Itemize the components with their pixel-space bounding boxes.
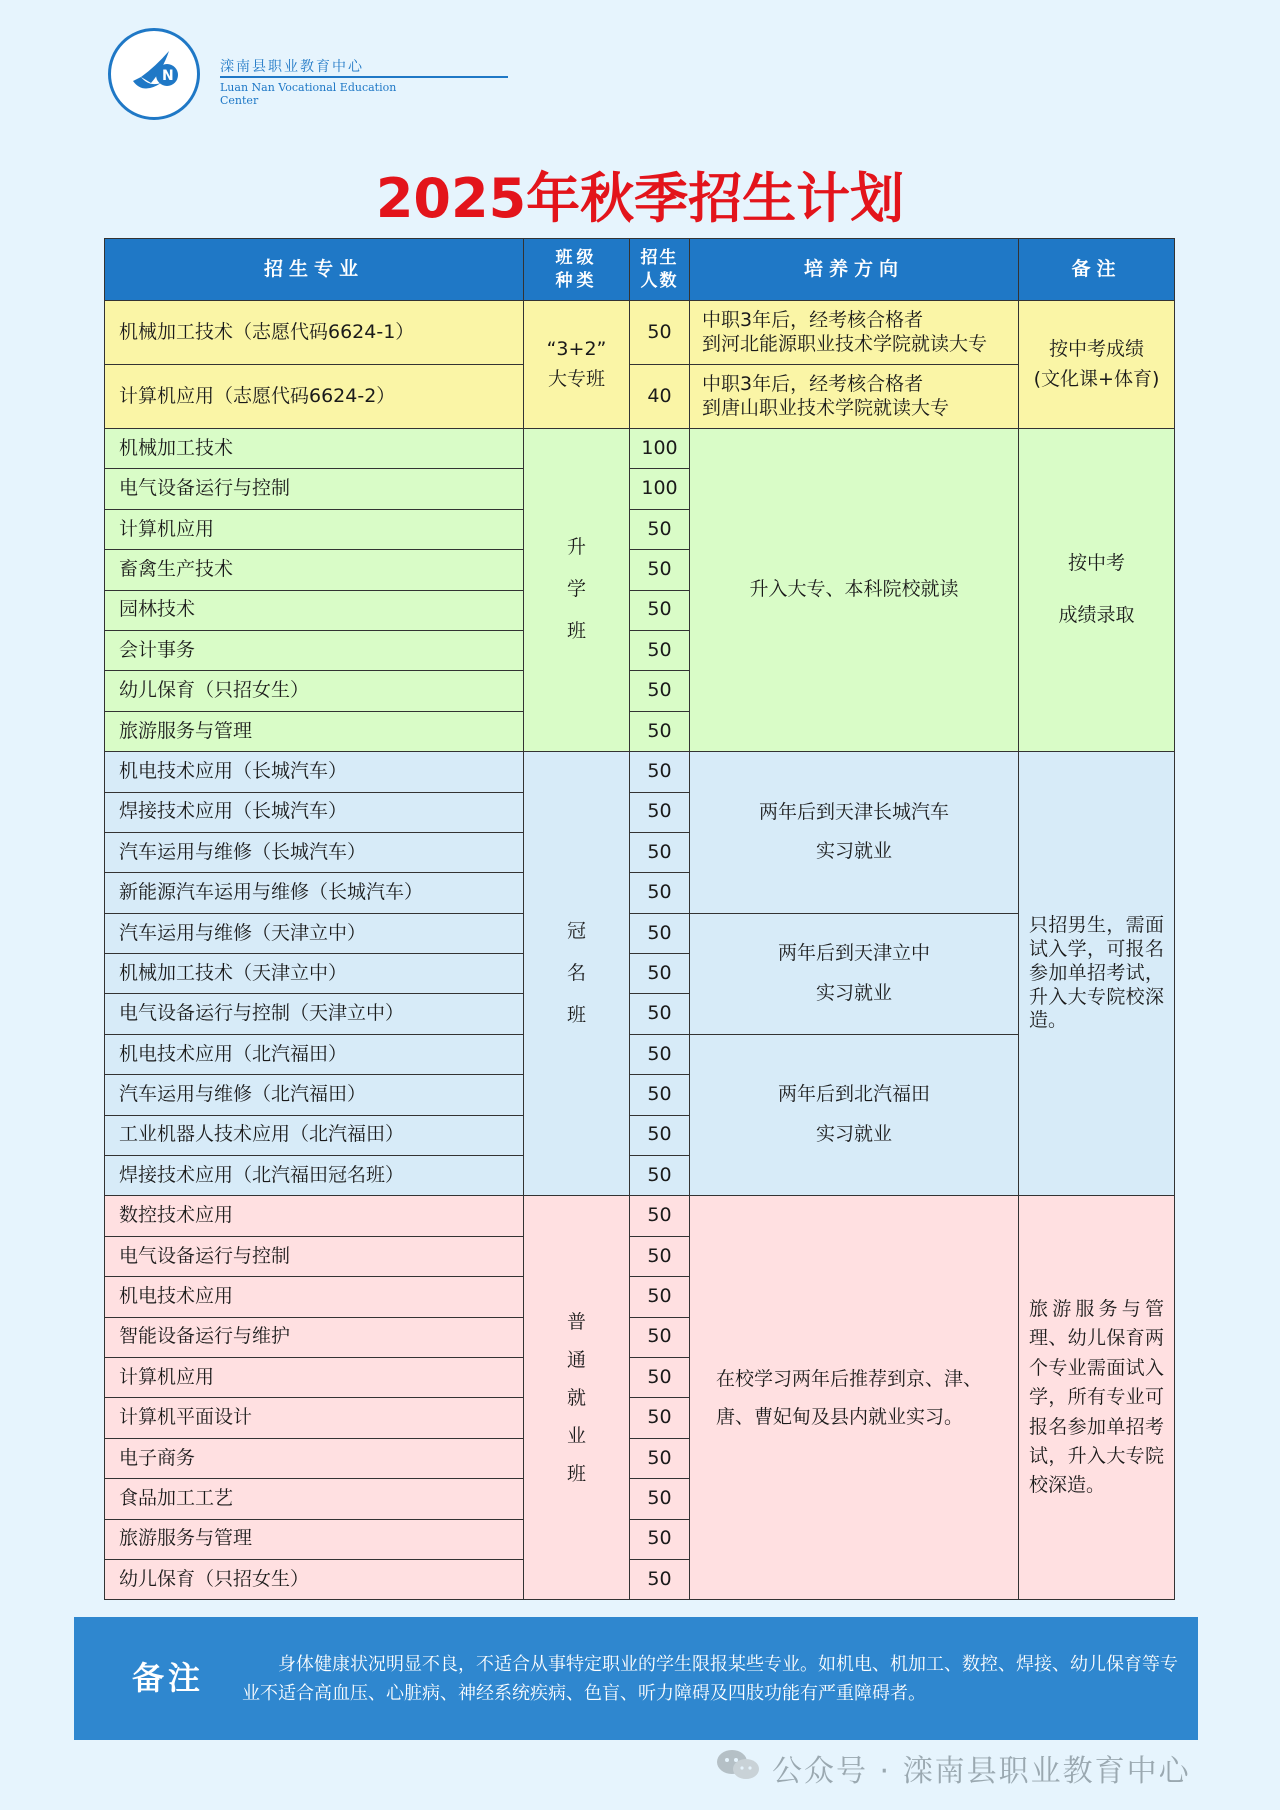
count-cell: 50 bbox=[630, 792, 690, 832]
count-cell: 50 bbox=[630, 1479, 690, 1519]
logo-name-cn: 滦南县职业教育中心 bbox=[220, 59, 364, 75]
count-cell: 50 bbox=[630, 711, 690, 751]
count-cell: 50 bbox=[630, 509, 690, 549]
count-cell: 40 bbox=[630, 365, 690, 429]
count-cell: 100 bbox=[630, 429, 690, 469]
major-cell: 汽车运用与维修（长城汽车） bbox=[105, 832, 524, 872]
count-cell: 50 bbox=[630, 550, 690, 590]
major-cell: 计算机平面设计 bbox=[105, 1398, 524, 1438]
direction-line2: 到河北能源职业技术学院就读大专 bbox=[702, 332, 988, 355]
table-row bbox=[105, 913, 1175, 953]
school-logo bbox=[108, 28, 408, 124]
class-type-cell bbox=[524, 1196, 630, 1600]
direction-line2: 到唐山职业技术学院就读大专 bbox=[702, 396, 950, 419]
direction-cell: 升入大专、本科院校就读 bbox=[690, 429, 1019, 752]
major-cell: 会计事务 bbox=[105, 630, 524, 670]
header-count-line2: 人数 bbox=[640, 270, 679, 291]
major-cell: 数控技术应用 bbox=[105, 1196, 524, 1236]
svg-text:N: N bbox=[162, 68, 174, 84]
direction-cell bbox=[690, 752, 1019, 914]
class-type-label: 冠名班 bbox=[566, 920, 586, 1026]
header-major: 招生专业 bbox=[105, 239, 524, 301]
count-cell: 50 bbox=[630, 1317, 690, 1357]
major-cell: 新能源汽车运用与维修（长城汽车） bbox=[105, 873, 524, 913]
major-cell: 计算机应用 bbox=[105, 509, 524, 549]
table-row bbox=[105, 1196, 1175, 1236]
major-cell: 机电技术应用（北汽福田） bbox=[105, 1034, 524, 1074]
header-count-line1: 招生 bbox=[640, 247, 679, 268]
count-cell: 50 bbox=[630, 301, 690, 365]
class-type-line1: “3+2” bbox=[546, 337, 607, 360]
count-cell: 50 bbox=[630, 954, 690, 994]
table-row bbox=[105, 365, 1175, 429]
major-cell: 计算机应用 bbox=[105, 1357, 524, 1397]
major-cell: 幼儿保育（只招女生） bbox=[105, 1559, 524, 1599]
remark-cell bbox=[1019, 429, 1175, 752]
table-row bbox=[105, 1034, 1175, 1074]
count-cell: 50 bbox=[630, 1277, 690, 1317]
major-cell: 旅游服务与管理 bbox=[105, 1519, 524, 1559]
direction-line1: 两年后到天津立中 bbox=[777, 942, 930, 965]
count-cell: 50 bbox=[630, 630, 690, 670]
remark-cell bbox=[1019, 301, 1175, 429]
enrollment-plan-table bbox=[104, 238, 1175, 1600]
major-cell: 旅游服务与管理 bbox=[105, 711, 524, 751]
note-label: 备注 bbox=[132, 1659, 205, 1697]
page-title: 2025年秋季招生计划 bbox=[375, 167, 905, 230]
count-cell: 50 bbox=[630, 1236, 690, 1276]
logo-emblem-icon bbox=[108, 28, 200, 120]
class-type-label: 升学班 bbox=[566, 536, 586, 642]
count-cell: 50 bbox=[630, 1196, 690, 1236]
major-cell: 智能设备运行与维护 bbox=[105, 1317, 524, 1357]
header-count bbox=[630, 239, 690, 301]
count-cell: 50 bbox=[630, 1156, 690, 1196]
direction-cell bbox=[690, 913, 1019, 1034]
major-cell: 电气设备运行与控制 bbox=[105, 1236, 524, 1276]
major-cell: 焊接技术应用（长城汽车） bbox=[105, 792, 524, 832]
direction-cell bbox=[690, 1034, 1019, 1196]
header-class-type bbox=[524, 239, 630, 301]
count-cell: 50 bbox=[630, 1357, 690, 1397]
major-cell: 幼儿保育（只招女生） bbox=[105, 671, 524, 711]
direction-line2: 实习就业 bbox=[815, 981, 892, 1004]
remark-line2: (文化课+体育) bbox=[1033, 367, 1160, 390]
count-cell: 50 bbox=[630, 671, 690, 711]
count-cell: 50 bbox=[630, 590, 690, 630]
count-cell: 50 bbox=[630, 832, 690, 872]
count-cell: 50 bbox=[630, 1034, 690, 1074]
note-text: 身体健康状况明显不良，不适合从事特定职业的学生限报某些专业。如机电、机加工、数控、焊接、幼儿保育等专业不适合高血压、心脏病、神经系统疾病、色盲、听力障碍及四肢功能有严重障碍者。 bbox=[242, 1654, 1178, 1704]
direction-line1: 中职3年后，经考核合格者 bbox=[702, 308, 924, 331]
major-cell: 电子商务 bbox=[105, 1438, 524, 1478]
major-cell: 电气设备运行与控制 bbox=[105, 469, 524, 509]
header-class-type-line1: 班级 bbox=[555, 247, 598, 268]
logo-divider bbox=[220, 76, 508, 78]
watermark-text: 公众号 · 滦南县职业教育中心 bbox=[772, 1754, 1191, 1789]
wechat-icon bbox=[716, 1748, 760, 1782]
direction-line1: 两年后到北汽福田 bbox=[777, 1083, 930, 1106]
major-cell: 计算机应用（志愿代码6624-2） bbox=[105, 365, 524, 429]
count-cell: 50 bbox=[630, 913, 690, 953]
major-cell: 机械加工技术（天津立中） bbox=[105, 954, 524, 994]
header-class-type-line2: 种类 bbox=[555, 270, 598, 291]
header-direction: 培养方向 bbox=[690, 239, 1019, 301]
count-cell: 50 bbox=[630, 752, 690, 792]
major-cell: 机械加工技术 bbox=[105, 429, 524, 469]
count-cell: 50 bbox=[630, 1519, 690, 1559]
remark-cell: 旅游服务与管理、幼儿保育两个专业需面试入学，所有专业可报名参加单招考试，升入大专院校深造。 bbox=[1019, 1196, 1175, 1600]
count-cell: 50 bbox=[630, 994, 690, 1034]
major-cell: 电气设备运行与控制（天津立中） bbox=[105, 994, 524, 1034]
major-cell: 机电技术应用 bbox=[105, 1277, 524, 1317]
count-cell: 50 bbox=[630, 1559, 690, 1599]
direction-cell: 在校学习两年后推荐到京、津、唐、曹妃甸及县内就业实习。 bbox=[690, 1196, 1019, 1600]
header-remark: 备注 bbox=[1019, 239, 1175, 301]
major-cell: 焊接技术应用（北汽福田冠名班） bbox=[105, 1156, 524, 1196]
count-cell: 50 bbox=[630, 1075, 690, 1115]
table-header-row bbox=[105, 239, 1175, 301]
remark-line1: 按中考 bbox=[1067, 552, 1125, 575]
class-type-line2: 大专班 bbox=[547, 367, 605, 390]
major-cell: 汽车运用与维修（天津立中） bbox=[105, 913, 524, 953]
direction-line2: 实习就业 bbox=[815, 840, 892, 863]
note-banner bbox=[74, 1617, 1198, 1740]
class-type-label: 普通就业班 bbox=[566, 1310, 586, 1485]
major-cell: 工业机器人技术应用（北汽福田） bbox=[105, 1115, 524, 1155]
direction-line2: 实习就业 bbox=[815, 1123, 892, 1146]
direction-line1: 中职3年后，经考核合格者 bbox=[702, 372, 924, 395]
major-cell: 机电技术应用（长城汽车） bbox=[105, 752, 524, 792]
logo-name-en: Luan Nan Vocational Education Center bbox=[220, 81, 397, 107]
major-cell: 畜禽生产技术 bbox=[105, 550, 524, 590]
remark-cell: 只招男生，需面试入学，可报名参加单招考试，升入大专院校深造。 bbox=[1019, 752, 1175, 1196]
count-cell: 100 bbox=[630, 469, 690, 509]
count-cell: 50 bbox=[630, 1438, 690, 1478]
major-cell: 机械加工技术（志愿代码6624-1） bbox=[105, 301, 524, 365]
remark-line2: 成绩录取 bbox=[1058, 604, 1135, 627]
class-type-cell bbox=[524, 301, 630, 429]
direction-line1: 两年后到天津长城汽车 bbox=[758, 800, 949, 823]
major-cell: 食品加工工艺 bbox=[105, 1479, 524, 1519]
major-cell: 汽车运用与维修（北汽福田） bbox=[105, 1075, 524, 1115]
count-cell: 50 bbox=[630, 1398, 690, 1438]
wechat-watermark bbox=[716, 1740, 1256, 1790]
count-cell: 50 bbox=[630, 873, 690, 913]
direction-cell bbox=[690, 301, 1019, 365]
table-row bbox=[105, 301, 1175, 365]
class-type-cell bbox=[524, 752, 630, 1196]
count-cell: 50 bbox=[630, 1115, 690, 1155]
direction-cell bbox=[690, 365, 1019, 429]
table-row bbox=[105, 752, 1175, 792]
remark-line1: 按中考成绩 bbox=[1048, 337, 1144, 360]
table-row bbox=[105, 429, 1175, 469]
major-cell: 园林技术 bbox=[105, 590, 524, 630]
class-type-cell bbox=[524, 429, 630, 752]
